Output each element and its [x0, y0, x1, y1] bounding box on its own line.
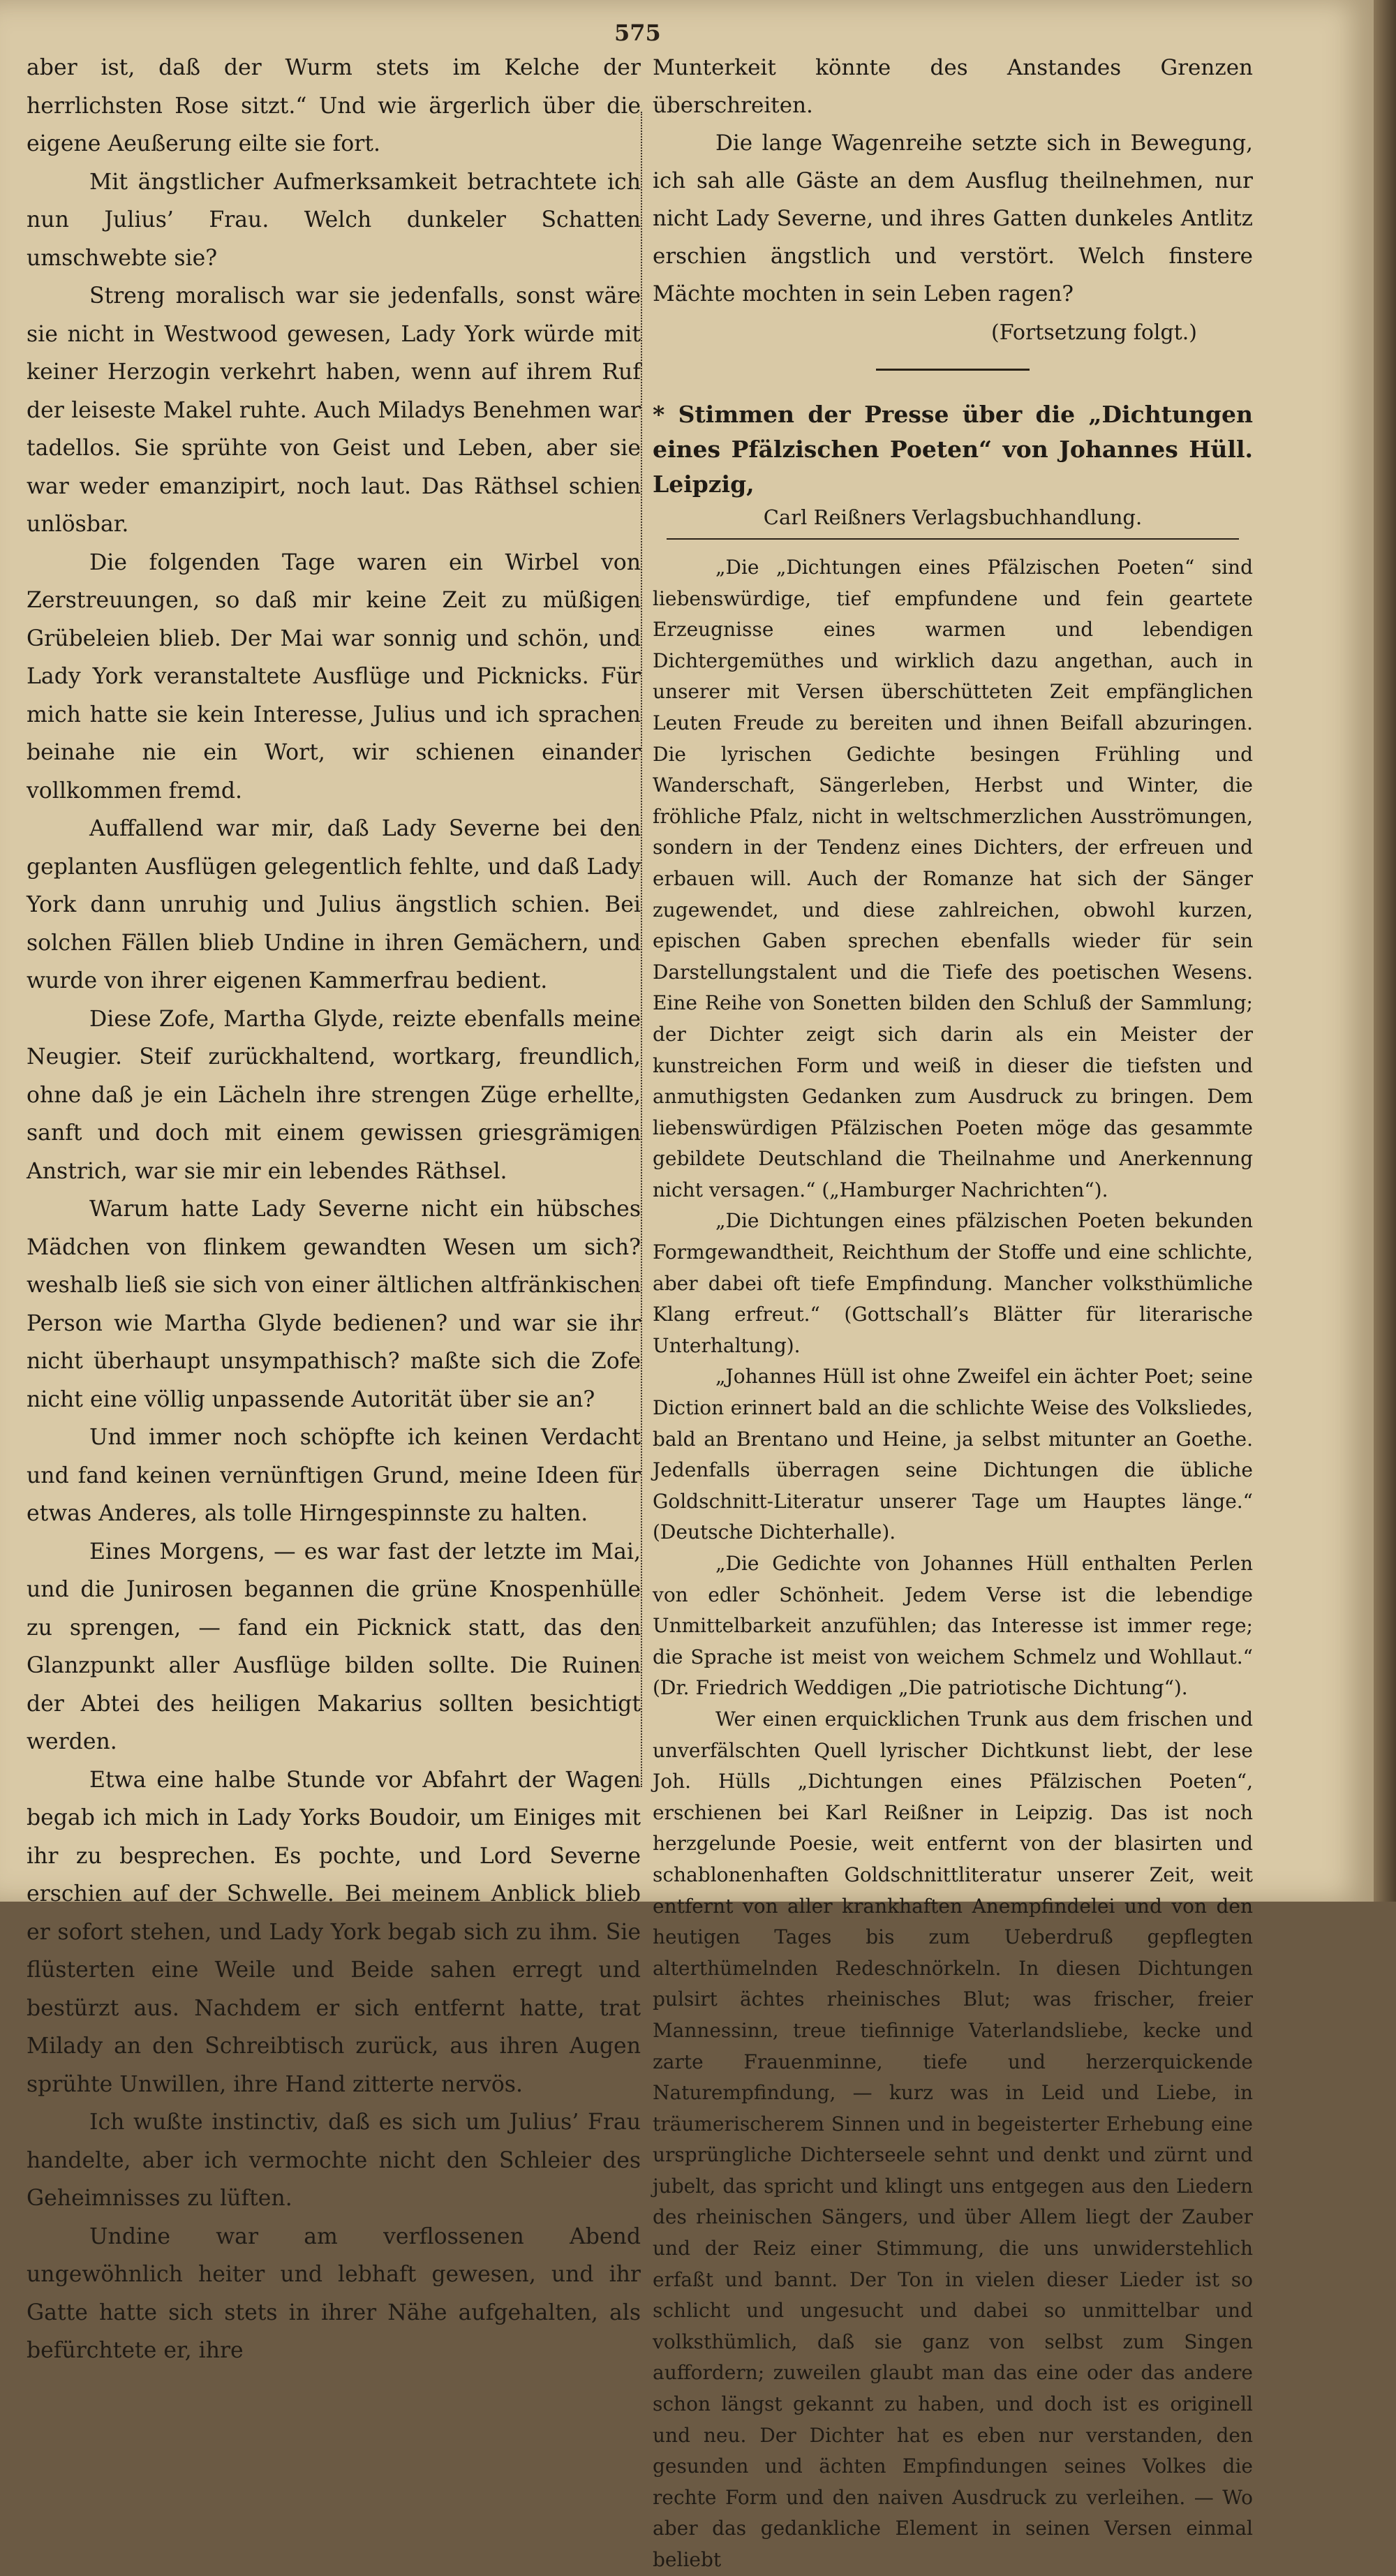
left-paragraph-1: aber ist, daß der Wurm stets im Kelche der herrlichsten Rose sitzt.“ Und wie ärgerlich über die eigene Aeußerung eilte sie fort.: [27, 55, 641, 156]
left-paragraph-3: Streng moralisch war sie jedenfalls, sonst wäre sie nicht in Westwood gewesen, Lady York würde mit keiner Herzogin verkehrt haben, wenn auf ihrem Ruf der leiseste Makel ruhte. Auch Miladys Benehmen war tadellos. Sie sprühte von Geist und Leben, aber sie war weder emanzipirt, noch laut. Das Räthsel schien unlösbar.: [27, 283, 641, 537]
page-number: 575: [614, 20, 661, 46]
left-paragraph-11: Ich wußte instinctiv, daß es sich um Julius’ Frau handelte, aber ich vermochte nicht den Schleier des Geheimnisses zu lüften.: [27, 2110, 641, 2211]
left-paragraph-4: Die folgenden Tage waren ein Wirbel von Zerstreuungen, so daß mir keine Zeit zu müßigen Grübeleien blieb. Der Mai war sonnig und schön, und Lady York veranstaltete Ausflüge und Picknicks. Für mich hatte sie kein Interesse, Julius und ich sprachen beinahe nie ein Wort, wir schienen einander vollkommen fremd.: [27, 549, 641, 804]
section-separator: [876, 369, 1030, 371]
review-hamburger-nachrichten: „Die „Dichtungen eines Pfälzischen Poeten“ sind liebenswürdige, tief empfundene und fein geartete Erzeugnisse eines warmen und lebendigen Dichtergemüthes und wirklich dazu angethan, auch in unserer mit Versen überschütteten Zeit empfänglichen Leuten Freude zu bereiten und ihnen Beifall abzuringen. Die lyrischen Gedichte besingen Frühling und Wanderschaft, Sängerleben, Herbst und Winter, die fröhliche Pfalz, nicht in weltschmerzlichen Ausströmungen, sondern in der Tendenz eines Dichters, der erfreuen und erbauen will. Auch der Romanze hat sich der Sänger zugewendet, und diese zahlreichen, obwohl kurzen, epischen Gaben sprechen ebenfalls wieder für sein Darstellungstalent und die Tiefe des poetischen Wesens. Eine Reihe von Sonetten bilden den Schluß der Sammlung; der Dichter zeigt sich darin als ein Meister der kunstreichen Form und weiß in dieser die tiefsten und anmuthigsten Gedanken zum Ausdruck zu bringen. Dem liebenswürdigen Pfälzischen Poeten möge das gesammte gebildete Deutschland die Theilnahme und Anerkennung nicht versagen.“ („Hamburger Nachrichten“).: [653, 556, 1253, 1201]
left-paragraph-2: Mit ängstlicher Aufmerksamkeit betrachtete ich nun Julius’ Frau. Welch dunkeler Schatten umschwebte sie?: [27, 169, 641, 271]
page-edge: [1374, 0, 1396, 1902]
right-column: [653, 49, 1253, 2576]
press-heading-rule: [667, 538, 1239, 540]
left-paragraph-10: Etwa eine halbe Stunde vor Abfahrt der Wagen begab ich mich in Lady Yorks Boudoir, um Einiges mit ihr zu besprechen. Es pochte, und Lord Severne erschien auf der Schwelle. Bei meinem Anblick blieb er sofort stehen, und Lady York begab sich zu ihm. Sie flüsterten eine Weile und Beide sahen erregt und bestürzt aus. Nachdem er sich entfernt hatte, trat Milady an den Schreibtisch zurück, aus ihren Augen sprühte Unwillen, ihre Hand zitterte nervös.: [27, 1767, 641, 2097]
review-general: Wer einen erquicklichen Trunk aus dem frischen und unverfälschten Quell lyrischer Dichtkunst liebt, der lese Joh. Hülls „Dichtungen eines Pfälzischen Poeten“, erschienen bei Karl Reißner in Leipzig. Das ist noch herzgelunde Poesie, weit entfernt von der blasirten und schablonenhaften Goldschnittliteratur unserer Zeit, weit entfernt von aller krankhaften Anempfindelei und von den heutigen Tages bis zum Ueberdruß gepflegten alterthümelnden Redeschnörkeln. In diesen Dichtungen pulsirt ächtes rheinisches Blut; was frischer, freier Mannessinn, treue tiefinnige Vaterlandsliebe, kecke und zarte Frauenminne, tiefe und herzerquickende Naturempfindung, — kurz was in Leid und Liebe, in träumerischerem Sinnen und in begeisterter Erhebung eine ursprüngliche Dichterseele sehnt und denkt und zürnt und jubelt, das spricht und klingt uns entgegen aus den Liedern des rheinischen Sängers, und über Allem liegt der Zauber und der Reiz einer Stimmung, die uns unwiderstehlich erfaßt und bannt. Der Ton in vielen dieser Lieder ist so schlicht und ungesucht und dabei so unmittelbar und volksthümlich, daß sie ganz von selbst zum Singen auffordern; zuweilen glaubt man das eine oder das andere schon längst gekannt zu haben, und doch ist es originell und neu. Der Dichter hat es eben nur verstanden, den gesunden und ächten Empfindungen seines Volkes die rechte Form und den naiven Ausdruck zu verleihen. — Wo aber das gedankliche Element in seinen Versen einmal beliebt: [653, 1707, 1253, 2571]
left-paragraph-5: Auffallend war mir, daß Lady Severne bei den geplanten Ausflügen gelegentlich fehlte, und daß Lady York dann unruhig und Julius ängstlich schien. Bei solchen Fällen blieb Undine in ihren Gemächern, und wurde von ihrer eigenen Kammerfrau bedient.: [27, 816, 641, 993]
left-paragraph-7: Warum hatte Lady Severne nicht ein hübsches Mädchen von flinkem gewandten Wesen um sich? weshalb ließ sie sich von einer ältlichen altfränkischen Person wie Martha Glyde bedienen? und war sie ihr nicht überhaupt unsympathisch? maßte sich die Zofe nicht eine völlig unpassende Autorität über sie an?: [27, 1197, 641, 1412]
column-divider: [641, 112, 642, 1787]
press-heading-title: * Stimmen der Presse über die „Dichtungen eines Pfälzischen Poeten“ von Johannes Hüll.: [653, 401, 1253, 463]
press-publisher: Carl Reißners Verlagsbuchhandlung.: [763, 505, 1143, 529]
left-column: [27, 49, 641, 2370]
review-weddigen: „Die Gedichte von Johannes Hüll enthalten Perlen von edler Schönheit. Jedem Verse ist die lebendige Unmittelbarkeit anzufühlen; das Interesse ist immer rege; die Sprache ist meist von weichem Schmelz und Wohllaut.“ (Dr. Friedrich Weddigen „Die patriotische Dichtung“).: [653, 1552, 1253, 1700]
continuation-note: (Fortsetzung folgt.): [991, 320, 1197, 345]
press-section: [653, 397, 1253, 2576]
press-heading: [653, 397, 1253, 502]
right-paragraph-1: Munterkeit könnte des Anstandes Grenzen überschreiten.: [653, 55, 1253, 118]
review-deutsche-dichterhalle: „Johannes Hüll ist ohne Zweifel ein ächter Poet; seine Diction erinnert bald an die schlichte Weise des Volksliedes, bald an Brentano und Heine, ja selbst mitunter an Goethe. Jedenfalls überragen seine Dichtungen die übliche Goldschnitt-Literatur unserer Tage um Hauptes länge.“ (Deutsche Dichterhalle).: [653, 1365, 1253, 1544]
left-paragraph-6: Diese Zofe, Martha Glyde, reizte ebenfalls meine Neugier. Steif zurückhaltend, wortkarg, freundlich, ohne daß je ein Lächeln ihre strengen Züge erhellte, sanft und doch mit einem gewissen griesgrämigen Anstrich, war sie mir ein lebendes Räthsel.: [27, 1006, 641, 1184]
left-paragraph-12: Undine war am verflossenen Abend ungewöhnlich heiter und lebhaft gewesen, und ihr Gatte hatte sich stets in ihrer Nähe aufgehalten, als befürchtete er, ihre: [27, 2223, 641, 2363]
press-heading-city: Leipzig,: [653, 471, 755, 498]
story-continuation: [653, 49, 1253, 350]
left-paragraph-8: Und immer noch schöpfte ich keinen Verdacht und fand keinen vernünftigen Grund, meine Ideen für etwas Anderes, als tolle Hirngespinnste zu halten.: [27, 1425, 641, 1526]
left-paragraph-9: Eines Morgens, — es war fast der letzte im Mai, und die Junirosen begannen die grüne Knospenhülle zu sprengen, — fand ein Picknick statt, das den Glanzpunkt aller Ausflüge bilden sollte. Die Ruinen der Abtei des heiligen Makarius sollten besichtigt werden.: [27, 1539, 641, 1754]
right-paragraph-2: Die lange Wagenreihe setzte sich in Bewegung, ich sah alle Gäste an dem Ausflug theilnehmen, nur nicht Lady Severne, und ihres Gatten dunkeles Antlitz erschien ängstlich und verstört. Welch finstere Mächte mochten in sein Leben ragen?: [653, 131, 1253, 306]
review-gottschall: „Die Dichtungen eines pfälzischen Poeten bekunden Formgewandtheit, Reichthum der Stoffe und eine schlichte, aber dabei oft tiefe Empfindung. Mancher volksthümliche Klang erfreut.“ (Gottschall’s Blätter für literarische Unterhaltung).: [653, 1209, 1253, 1357]
